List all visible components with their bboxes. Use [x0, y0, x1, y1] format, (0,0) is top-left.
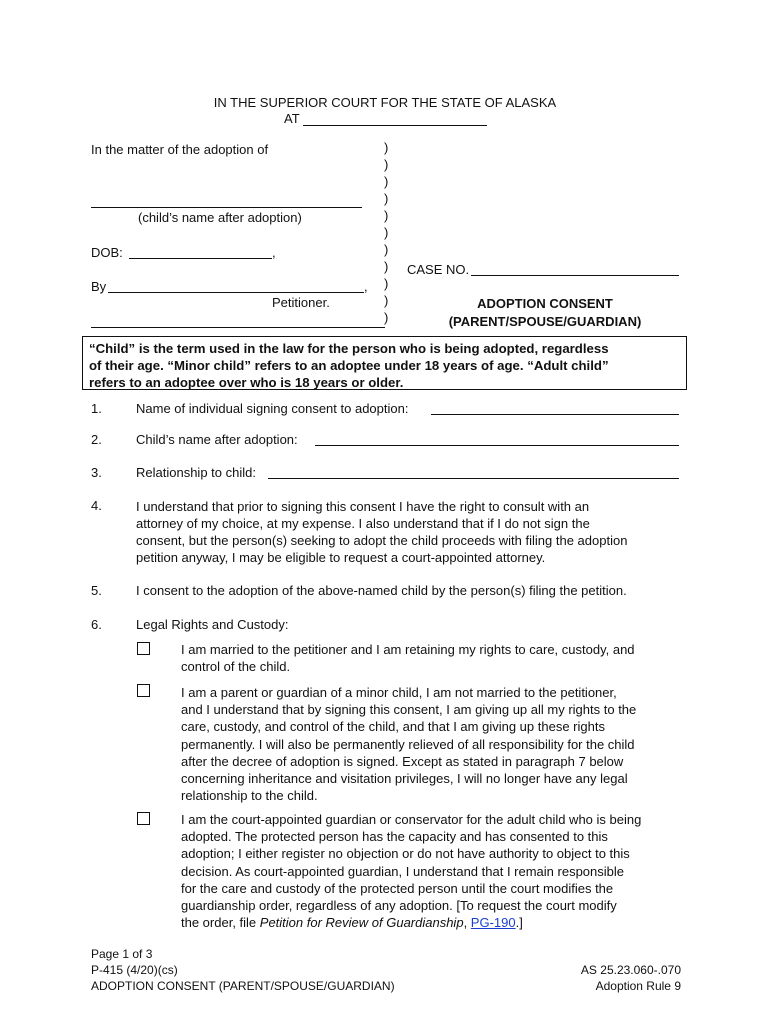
option-line-text: the order, file	[181, 915, 260, 931]
parent-relinquish-text	[181, 684, 681, 804]
legal-rights-heading: Legal Rights and Custody:	[136, 617, 289, 632]
caption-paren: )	[384, 310, 389, 325]
separator: ,	[463, 915, 471, 931]
option-line: for the care and custody of the protected person until the court modifies the	[181, 880, 614, 896]
item-number: 5.	[91, 583, 102, 598]
notice-line: “Child” is the term used in the law for the person who is being adopted, regardless	[89, 341, 609, 356]
statute-reference: AS 25.23.060-.070	[580, 963, 681, 977]
form-name: ADOPTION CONSENT (PARENT/SPOUSE/GUARDIAN)	[91, 979, 395, 993]
court-title: IN THE SUPERIOR COURT FOR THE STATE OF ALASKA	[213, 95, 557, 110]
dob-field[interactable]	[129, 258, 272, 259]
closing-bracket: .]	[515, 915, 523, 931]
option-line: guardianship order, regardless of any adoption. [To request the court modify	[181, 898, 617, 914]
option-line: after the decree of adoption is signed. Except as stated in paragraph 7 below	[181, 753, 624, 769]
child-name-caption: (child’s name after adoption)	[138, 210, 302, 225]
matter-label: In the matter of the adoption of	[91, 142, 269, 157]
caption-bottom-rule	[91, 327, 385, 328]
child-name-after-label: Child’s name after adoption:	[136, 432, 298, 447]
caption-paren: )	[384, 140, 389, 155]
dob-label: DOB:	[91, 245, 123, 260]
option-line: and I understand that by signing this consent, I am giving up all my rights to the	[181, 702, 637, 718]
paragraph-line: attorney of my choice, at my expense. I also understand that if I do not sign the	[136, 516, 590, 531]
caption-paren: )	[384, 276, 389, 291]
paragraph-line: I understand that prior to signing this consent I have the right to consult with an	[136, 499, 590, 514]
married-retaining-checkbox[interactable]	[137, 642, 150, 655]
parent-relinquish-checkbox[interactable]	[137, 684, 150, 697]
child-name-field[interactable]	[91, 207, 362, 208]
option-line: adoption; I either register no objection or do not have authority to object to this	[181, 846, 630, 862]
caption-paren: )	[384, 157, 389, 172]
caption-paren: )	[384, 242, 389, 257]
option-line: I am married to the petitioner and I am retaining my rights to care, custody, and	[181, 642, 635, 657]
caption-paren: )	[384, 259, 389, 274]
pg-190-link[interactable]: PG-190	[470, 915, 516, 931]
option-line: care, custody, and control of the child, and that I am giving up these rights	[181, 719, 605, 735]
guardian-consent-checkbox[interactable]	[137, 812, 150, 825]
caption-paren: )	[384, 208, 389, 223]
rule-reference: Adoption Rule 9	[595, 979, 681, 993]
caption-paren: )	[384, 174, 389, 189]
item-number: 3.	[91, 465, 102, 480]
option-line: I am the court-appointed guardian or conservator for the adult child who is being	[181, 812, 642, 827]
notice-line: refers to an adoptee over who is 18 years or older.	[89, 375, 404, 390]
form-title-line2: (PARENT/SPOUSE/GUARDIAN)	[448, 314, 642, 329]
item-number: 6.	[91, 617, 102, 632]
caption-paren: )	[384, 191, 389, 206]
child-name-after-field[interactable]	[315, 445, 679, 446]
paragraph-line: consent, but the person(s) seeking to adopt the child proceeds with filing the adoption	[136, 533, 628, 548]
option-line: I am a parent or guardian of a minor child, I am not married to the petitioner,	[181, 685, 617, 700]
relationship-field[interactable]	[268, 478, 679, 479]
petitioner-name-field[interactable]	[108, 292, 364, 293]
item-number: 1.	[91, 401, 102, 416]
guardian-consent-text	[181, 811, 681, 931]
page-number: Page 1 of 3	[91, 947, 153, 961]
signer-name-label: Name of individual signing consent to adoption:	[136, 401, 409, 416]
form-number: P-415 (4/20)(cs)	[91, 963, 178, 977]
option-line: control of the child.	[181, 659, 291, 675]
option-line: relationship to the child.	[181, 788, 318, 804]
option-line-with-link	[181, 914, 681, 931]
caption-paren: )	[384, 293, 389, 308]
option-line: decision. As court-appointed guardian, I understand that I remain responsible	[181, 863, 624, 879]
case-no-field[interactable]	[471, 275, 679, 276]
definition-notice	[82, 336, 687, 390]
dob-comma: ,	[272, 245, 276, 260]
form-title-line1: ADOPTION CONSENT	[477, 296, 613, 311]
case-no-label: CASE NO.	[407, 262, 470, 277]
item-number: 4.	[91, 498, 102, 513]
notice-line: of their age. “Minor child” refers to an adoptee under 18 years of age. “Adult child”	[89, 358, 609, 373]
petition-title: Petition for Review of Guardianship	[259, 915, 464, 931]
paragraph-line: petition anyway, I may be eligible to request a court-appointed attorney.	[136, 550, 546, 565]
by-label: By	[91, 279, 107, 294]
married-retaining-text	[181, 641, 681, 675]
item-number: 2.	[91, 432, 102, 447]
petitioner-label: Petitioner.	[272, 295, 330, 310]
at-label: AT	[284, 111, 300, 126]
at-location-field[interactable]	[303, 125, 487, 126]
signer-name-field[interactable]	[431, 414, 679, 415]
option-line: adopted. The protected person has the capacity and has consented to this	[181, 829, 608, 845]
by-comma: ,	[364, 279, 368, 294]
consent-statement: I consent to the adoption of the above-named child by the person(s) filing the petition.	[136, 583, 627, 598]
option-line: permanently. I will also be permanently relieved of all responsibility for the child	[181, 736, 635, 752]
option-line: concerning inheritance and visitation privileges, I will no longer have any legal	[181, 771, 628, 787]
caption-paren: )	[384, 225, 389, 240]
relationship-label: Relationship to child:	[136, 465, 256, 480]
attorney-rights-paragraph	[136, 498, 681, 566]
